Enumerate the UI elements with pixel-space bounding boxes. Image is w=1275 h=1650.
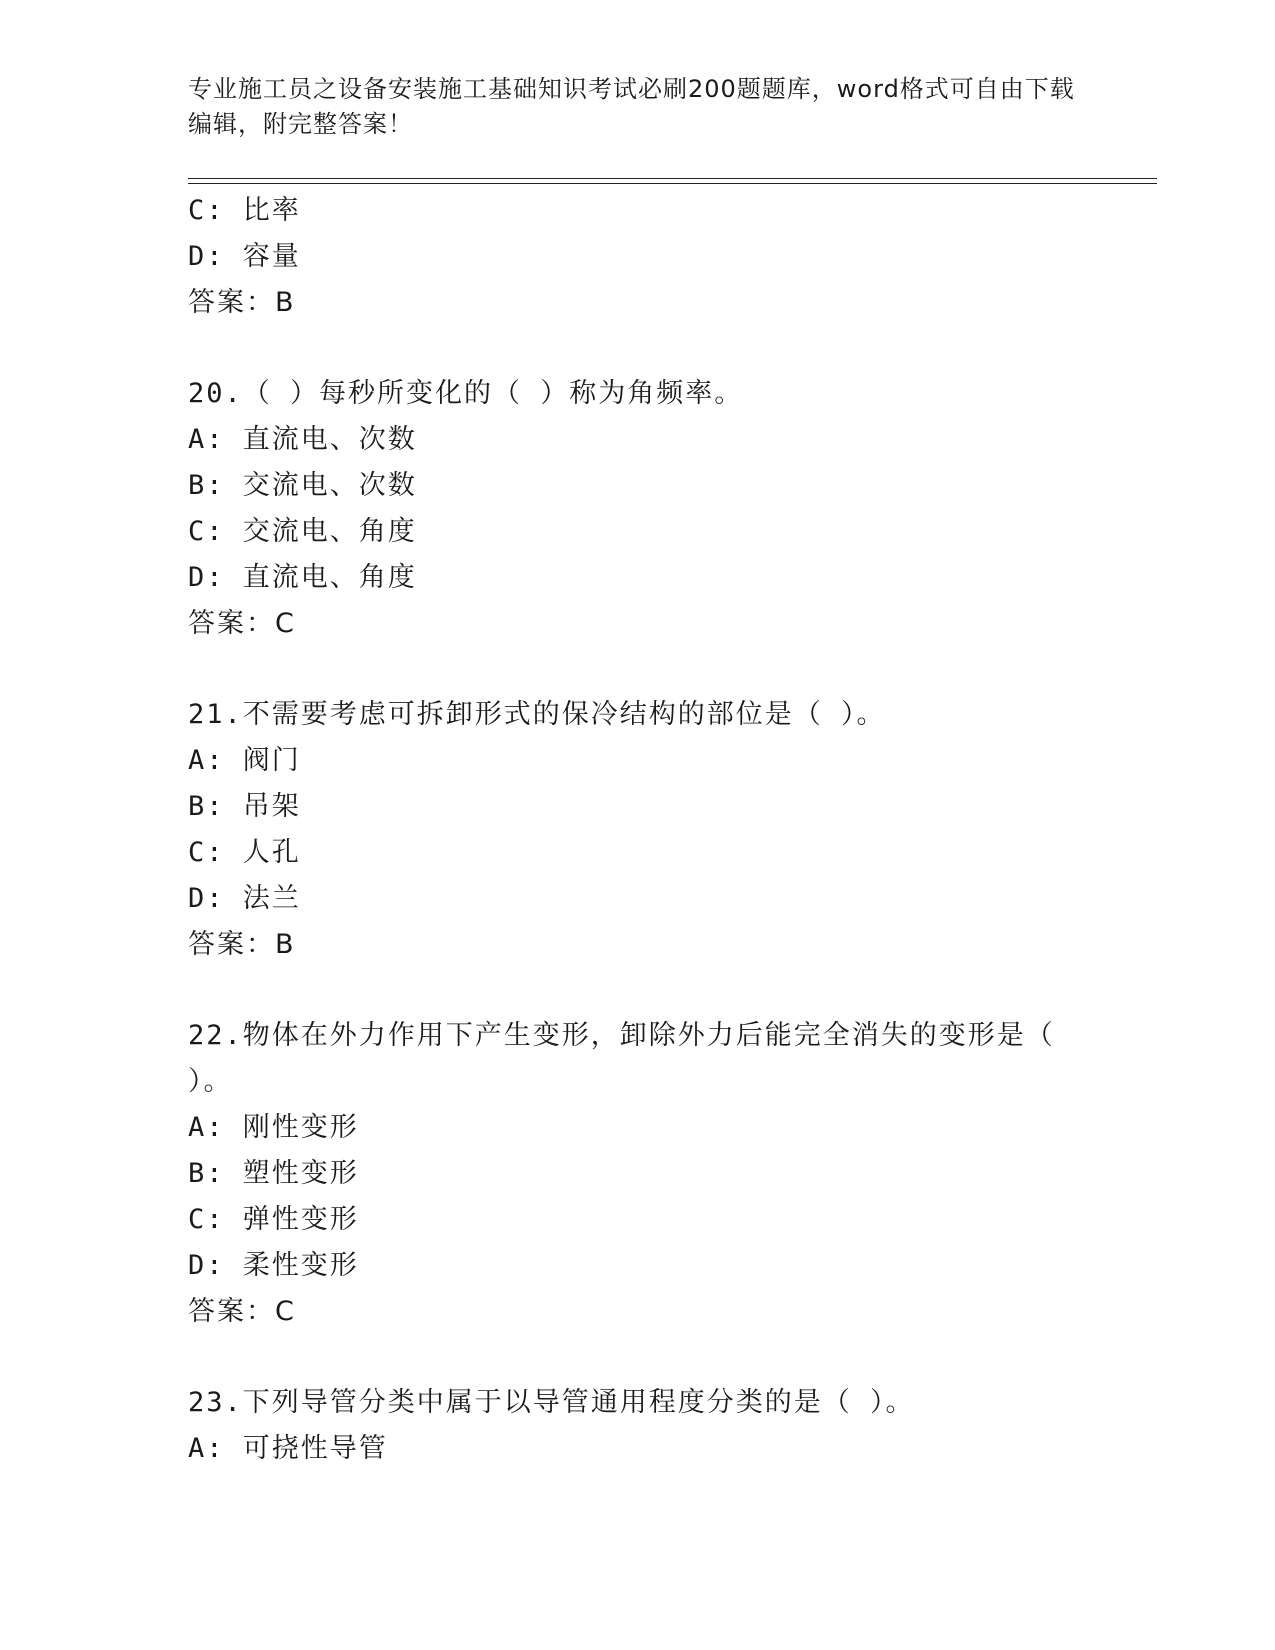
option-c: C: 交流电、角度 [188, 516, 417, 547]
header-title-line-2: 编辑，附完整答案！ [188, 110, 413, 138]
answer-label: 答案：C [188, 608, 296, 639]
question-stem: 20.（ ）每秒所变化的（ ）称为角频率。 [188, 378, 744, 409]
question-21 [188, 692, 1088, 968]
option-b: B: 交流电、次数 [188, 470, 417, 501]
question-19-continued [188, 188, 1088, 326]
spacer [188, 647, 1088, 692]
option-a: A: 刚性变形 [188, 1112, 359, 1143]
spacer [188, 326, 1088, 371]
spacer [188, 968, 1088, 1013]
option-c: C: 人孔 [188, 837, 301, 868]
option-b: B: 吊架 [188, 791, 301, 822]
header-title-line-1: 专业施工员之设备安装施工基础知识考试必刷200题题库，word格式可自由下载 [188, 75, 1075, 103]
question-stem: 23.下列导管分类中属于以导管通用程度分类的是（ ）。 [188, 1387, 915, 1418]
option-a: A: 直流电、次数 [188, 424, 417, 455]
header-divider-bottom [188, 183, 1157, 184]
question-23 [188, 1380, 1088, 1472]
question-stem: 21.不需要考虑可拆卸形式的保冷结构的部位是（ ）。 [188, 699, 886, 730]
option-a: A: 可挠性导管 [188, 1433, 388, 1464]
option-a: A: 阀门 [188, 745, 301, 776]
question-stem-line-2: ）。 [188, 1066, 233, 1097]
option-d: D: 直流电、角度 [188, 562, 417, 593]
question-22 [188, 1013, 1088, 1335]
header-divider-top [188, 178, 1157, 179]
question-20 [188, 371, 1088, 647]
answer-label: 答案：B [188, 287, 296, 318]
option-c: C: 比率 [188, 195, 301, 226]
option-d: D: 容量 [188, 241, 301, 272]
answer-label: 答案：C [188, 1296, 296, 1327]
option-d: D: 柔性变形 [188, 1250, 359, 1281]
option-c: C: 弹性变形 [188, 1204, 359, 1235]
spacer [188, 1335, 1088, 1380]
option-d: D: 法兰 [188, 883, 301, 914]
answer-label: 答案：B [188, 929, 296, 960]
question-list [188, 188, 1088, 1472]
option-b: B: 塑性变形 [188, 1158, 359, 1189]
document-header [188, 72, 1088, 142]
question-stem-line-1: 22.物体在外力作用下产生变形，卸除外力后能完全消失的变形是（ [188, 1020, 1055, 1051]
